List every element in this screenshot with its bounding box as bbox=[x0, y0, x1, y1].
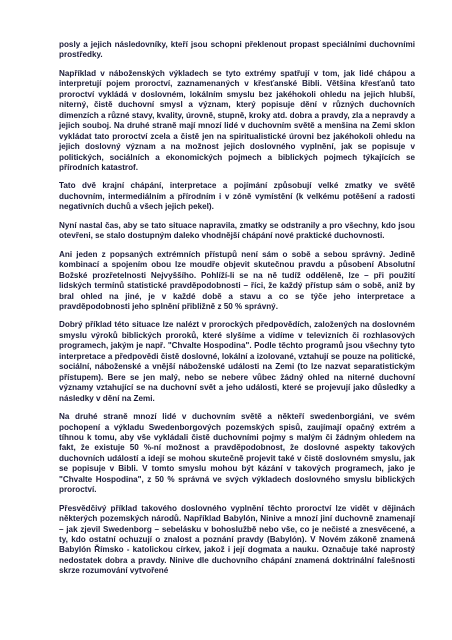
paragraph-6: Dobrý příklad této situace lze nalézt v prorockých předpovědích, založených na doslovném smyslu výroků biblických proroků, které slyšíme a vidíme v televizních či rozhlasových programech, jakým je např. "Chvalte Hospodina". Podle těchto programů jsou všechny tyto interpretace a předpovědi čistě doslovné, lokální a izolované, vztahují se pouze na politické, sociální, náboženské a vnější náboženské události na Zemi (to lze nazvat separatistickým přístupem). Bere se jen malý, nebo se nebere vůbec žádný ohled na niterné duchovní významy vztahující se na duchovní svět a jeho události, které se projevují jako důsledky a následky v dění na Zemi. bbox=[59, 320, 415, 403]
document-body bbox=[59, 40, 415, 585]
paragraph-5: Ani jeden z popsaných extrémních přístupů není sám o sobě a sebou správný. Jedině kombinací a spojením obou lze moudře objevit skutečnou pravdu a působení Absolutní Božské prozřetelnosti Nejvyššího. Pohlíží-li se na ně tudíž odděleně, lze – při použití lidských termínů statistické pravděpodobnosti – říci, že každý přístup sám o sobě, aniž by bral ohled na jiné, je v každé době a stavu a co se týče jeho interpretace a pravděpodobnosti jeho splnění přibližně z 50 % správný. bbox=[59, 249, 415, 311]
paragraph-8: Přesvědčivý příklad takového doslovného vyplnění těchto proroctví lze vidět v dějinách některých pozemských národů. Například Babylón, Ninive a mnozí jiní duchovně znamenají – jak zjevil Swedenborg – sebelásku v bohoslužbě nebo vše, co je nečisté a znesvěcené, a ty, kdo ostatní ochuzují o znalost a poznání pravdy (Babylón). V Novém zákoně znamená Babylón Římsko - katolickou církev, jakož i její dogmata a nauku. Označuje také naprostý nedostatek dobra a pravdy. Ninive dle duchovního chápání znamená doktrinální falešnosti skrze rozumování vytvořené bbox=[59, 503, 415, 576]
paragraph-1: posly a jejich následovníky, kteří jsou schopni překlenout propast speciálními duchovními prostředky. bbox=[59, 40, 415, 60]
paragraph-3: Tato dvě krajní chápání, interpretace a pojímání způsobují velké zmatky ve světě duchovním, intermediálním a přírodním i v zóně vymístění (k velkému potěšení a radosti negativních duchů a všech jejich pekel). bbox=[59, 181, 415, 212]
paragraph-2: Například v náboženských výkladech se tyto extrémy spatřují v tom, jak lidé chápou a interpretují pojem proroctví, zaznamenaných v křesťanské Bibli. Většina křesťanů tato proroctví vykládá v doslovném, lokálním smyslu bez jakéhokoli ohledu na jejich hlubší, niterný, čistě duchovní smysl a význam, který popisuje dění v různých duchovních dimenzích a různé stavy, kvality, úrovně, stupně, kroky atd. dobra a pravdy, zla a nepravdy a jejich souboj. Na druhé straně mají mnozí lidé v duchovním světě a menšina na Zemi sklon vykládat tato proroctví zcela a čistě jen na spiritualistické úrovni bez jakéhokoli ohledu na jejich doslovný význam a na možnost jejich doslovného vyplnění, jak se popisuje v politických, sociálních a ekonomických pojmech a biblických pojmech týkajících se přírodních katastrof. bbox=[59, 68, 415, 172]
paragraph-7: Na druhé straně mnozí lidé v duchovním světě a někteří swedenborgiáni, ve svém pochopení a výkladu Swedenborgových pozemských spisů, zaujímají opačný extrém a tíhnou k tomu, aby vše vykládali čistě duchovními pojmy s malým či žádným ohledem na fakt, že existuje 50 %-ní možnost a pravděpodobnost, že doslovné aspekty takových duchovních událostí a idejí se mohou skutečně projevit také v čistě doslovném smyslu, jak se popisuje v Bibli. V tomto smyslu mohou být kázání v takových programech, jako je "Chvalte Hospodina", z 50 % správná ve svých výkladech doslovného smyslu biblických proroctví. bbox=[59, 412, 415, 495]
paragraph-4: Nyní nastal čas, aby se tato situace napravila, zmatky se odstranily a pro všechny, kdo jsou otevřeni, se stalo dostupným daleko vhodnější chápání nové praktické duchovnosti. bbox=[59, 220, 415, 241]
